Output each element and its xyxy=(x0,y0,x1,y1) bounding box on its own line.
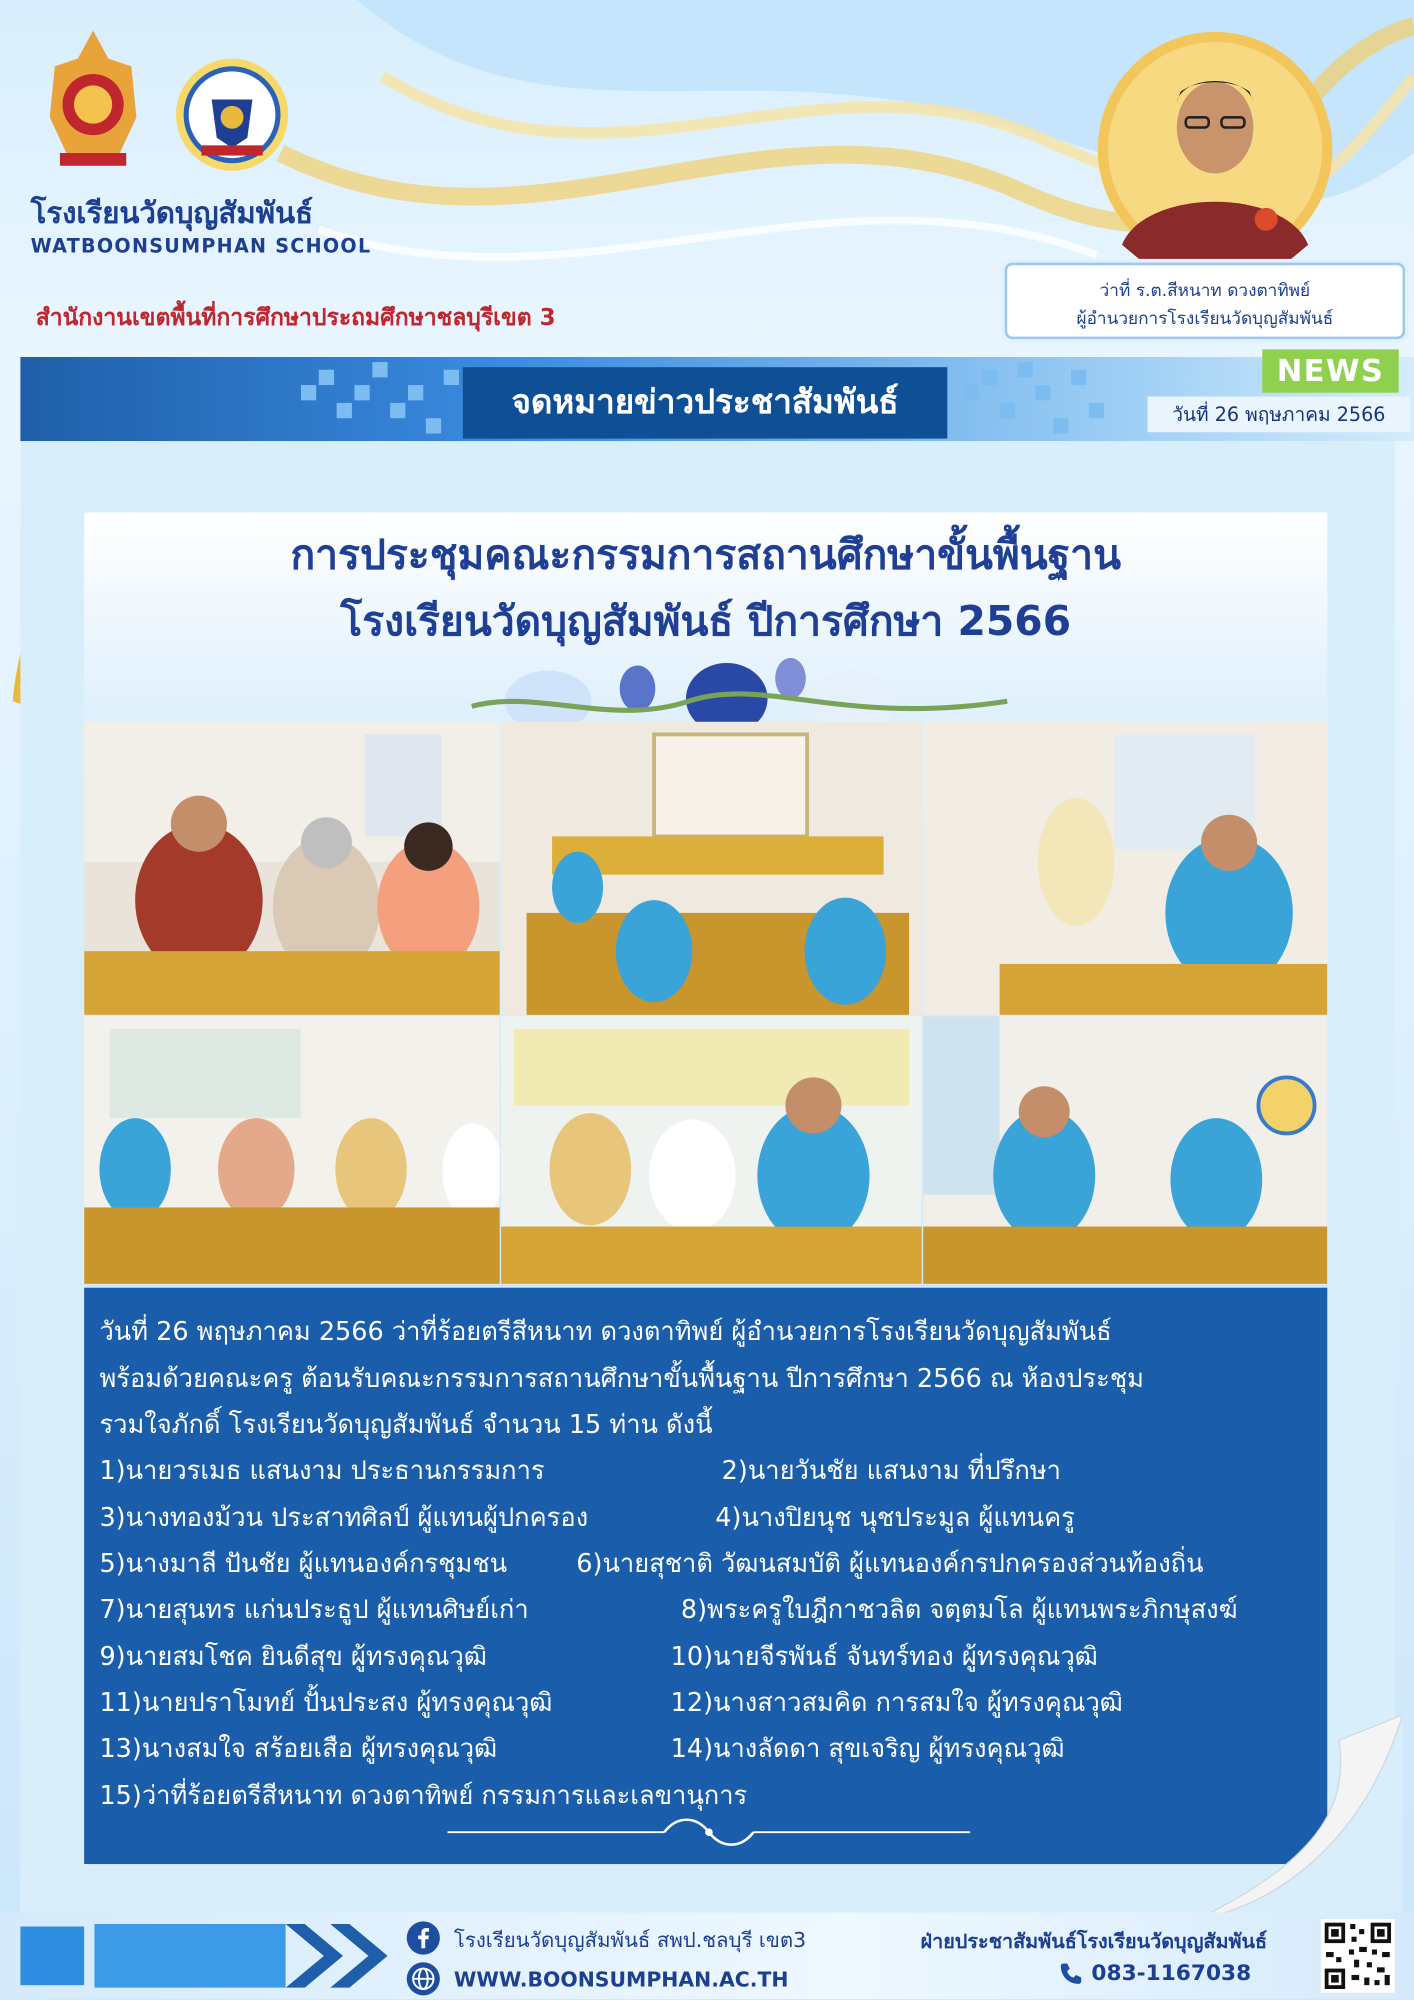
meeting-photo-4 xyxy=(84,1016,500,1284)
member-10: 10)นายจีรพันธ์ จันทร์ทอง ผู้ทรงคุณวุฒิ xyxy=(670,1640,1098,1672)
director-portrait xyxy=(1094,28,1336,270)
page-curl-decoration xyxy=(1199,1715,1403,1919)
member-2: 2)นายวันชัย แสนงาม ที่ปรึกษา xyxy=(721,1454,1061,1486)
headline-line-2: โรงเรียนวัดบุญสัมพันธ์ ปีการศึกษา 2566 xyxy=(340,596,1072,646)
meeting-photo-1 xyxy=(84,722,500,1015)
member-7: 7)นายสุนทร แก่นประธูป ผู้แทนศิษย์เก่า xyxy=(99,1593,529,1625)
phone-icon xyxy=(1058,1961,1084,1987)
director-title: ผู้อำนวยการโรงเรียนวัดบุญสัมพันธ์ xyxy=(1076,308,1334,329)
intro-line-2: พร้อมด้วยคณะครู ต้อนรับคณะกรรมการสถานศึกษาขั้นพื้นฐาน ปีการศึกษา 2566 ณ ห้องประชุม xyxy=(99,1362,1144,1394)
director-caption-box xyxy=(1005,263,1405,340)
member-14: 14)นางลัดดา สุขเจริญ ผู้ทรงคุณวุฒิ xyxy=(670,1732,1065,1764)
member-5: 5)นางมาลี ปันชัย ผู้แทนองค์กรชุมชน xyxy=(99,1547,508,1579)
obec-emblem-icon xyxy=(42,28,144,171)
member-4: 4)นางปิยนุช นุชประมูล ผู้แทนครู xyxy=(715,1501,1075,1533)
meeting-photo-6 xyxy=(923,1016,1327,1284)
school-name-th: โรงเรียนวัดบุญสัมพันธ์ xyxy=(30,197,314,231)
facebook-icon xyxy=(405,1920,441,1956)
school-emblem-icon xyxy=(173,56,290,173)
member-12: 12)นางสาวสมคิด การสมใจ ผู้ทรงคุณวุฒิ xyxy=(670,1686,1123,1718)
news-badge: NEWS xyxy=(1262,349,1398,392)
intro-line-1: วันที่ 26 พฤษภาคม 2566 ว่าที่ร้อยตรีสีหนาท ดวงตาทิพย์ ผู้อำนวยการโรงเรียนวัดบุญสัมพันธ์ xyxy=(99,1315,1112,1347)
member-9: 9)นายสมโชค ยินดีสุข ผู้ทรงคุณวุฒิ xyxy=(99,1640,487,1672)
member-11: 11)นายปราโมทย์ ปั้นประสง ผู้ทรงคุณวุฒิ xyxy=(99,1686,553,1718)
meeting-photo-3 xyxy=(923,722,1327,1015)
article-body xyxy=(84,1288,1327,1864)
meeting-photo-5 xyxy=(501,1016,922,1284)
facebook-page-label[interactable]: โรงเรียนวัดบุญสัมพันธ์ สพป.ชลบุรี เขต3 xyxy=(453,1927,807,1953)
director-name: ว่าที่ ร.ต.สีหนาท ดวงตาทิพย์ xyxy=(1099,280,1311,301)
globe-icon xyxy=(405,1961,441,1997)
school-name-en: WATBOONSUMPHAN SCHOOL xyxy=(30,234,372,258)
phone-number[interactable]: 083-1167038 xyxy=(1091,1960,1252,1987)
issue-date: วันที่ 26 พฤษภาคม 2566 xyxy=(1148,397,1411,433)
member-15: 15)ว่าที่ร้อยตรีสีหนาท ดวงตาทิพย์ กรรมการและเลขานุการ xyxy=(99,1779,748,1811)
meeting-photo-2 xyxy=(501,722,922,1015)
member-8: 8)พระครูใบฎีกาชวลิต จตฺตมโล ผู้แทนพระภิกษุสงฆ์ xyxy=(680,1593,1238,1625)
pr-unit-label: ฝ่ายประชาสัมพันธ์โรงเรียนวัดบุญสัมพันธ์ xyxy=(920,1930,1268,1954)
member-13: 13)นางสมใจ สร้อยเสือ ผู้ทรงคุณวุฒิ xyxy=(99,1732,498,1764)
member-1: 1)นายวรเมธ แสนงาม ประธานกรรมการ xyxy=(99,1454,545,1486)
member-3: 3)นางทองม้วน ประสาทศิลป์ ผู้แทนผู้ปกครอง xyxy=(99,1501,589,1533)
qr-code-icon[interactable] xyxy=(1321,1919,1395,1993)
banner-title: จดหมายข่าวประชาสัมพันธ์ xyxy=(463,367,948,438)
intro-line-3: รวมใจภักดิ์ โรงเรียนวัดบุญสัมพันธ์ จำนวน 15 ท่าน ดังนี้ xyxy=(99,1408,713,1440)
photo-collage xyxy=(84,722,1327,1284)
ornament-divider xyxy=(448,1813,971,1851)
member-6: 6)นายสุชาติ วัฒนสมบัติ ผู้แทนองค์กรปกครองส่วนท้องถิ่น xyxy=(576,1547,1204,1579)
chevron-arrows-decoration xyxy=(94,1924,400,1988)
website-link[interactable]: WWW.BOONSUMPHAN.AC.TH xyxy=(453,1967,789,1992)
area-office-label: สำนักงานเขตพื้นที่การศึกษาประถมศึกษาชลบุรีเขต 3 xyxy=(35,304,556,332)
headline-line-1: การประชุมคณะกรรมการสถานศึกษาขั้นพื้นฐาน xyxy=(290,530,1121,579)
footer-block-decoration xyxy=(20,1927,84,1986)
